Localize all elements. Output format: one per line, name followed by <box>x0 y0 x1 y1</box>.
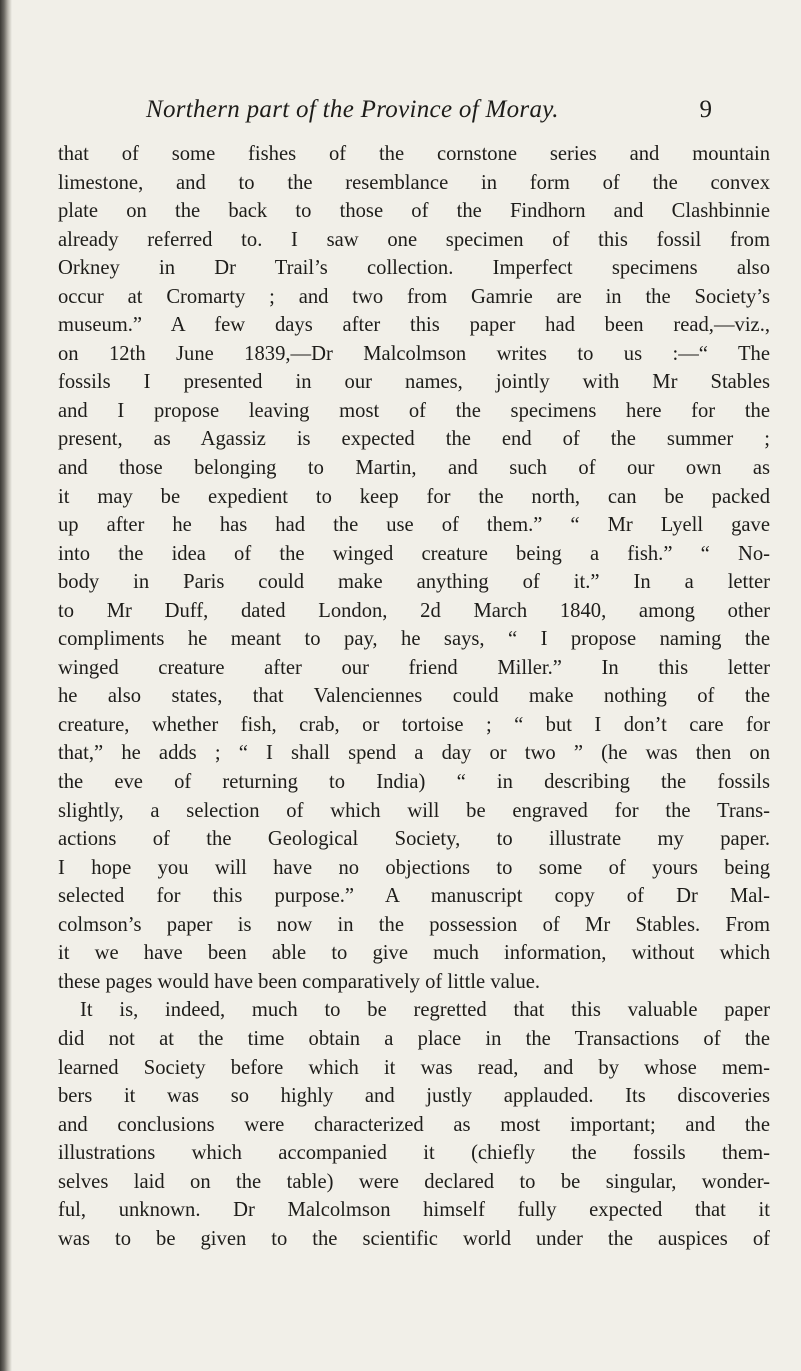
text-line: I hope you will have no objections to some of yours being <box>58 856 770 879</box>
page-header <box>58 96 770 130</box>
text-line: ful, unknown. Dr Malcolmson himself fully expected that it <box>58 1199 770 1222</box>
text-line: that of some fishes of the cornstone series and mountain <box>58 143 770 165</box>
book-page <box>58 96 770 1253</box>
text-line: Orkney in Dr Trail’s collection. Imperfect specimens also <box>58 257 770 280</box>
text-line: and those belonging to Martin, and such of our own as <box>58 457 770 480</box>
text-line: it may be expedient to keep for the north, can be packed <box>58 485 770 508</box>
text-line: these pages would have been comparatively of little value. <box>58 970 541 993</box>
text-line: bers it was so highly and justly applauded. Its discoveries <box>58 1085 770 1108</box>
text-line: illustrations which accompanied it (chiefly the fossils them- <box>58 1142 770 1165</box>
text-line: winged creature after our friend Miller.” In this letter <box>58 656 770 679</box>
text-line: that,” he adds ; “ I shall spend a day or two ” (he was then on <box>58 742 770 765</box>
text-line: it we have been able to give much information, without which <box>58 942 770 965</box>
text-line: already referred to. I saw one specimen of this fossil from <box>58 228 770 251</box>
text-line: and conclusions were characterized as most important; and the <box>58 1113 770 1136</box>
text-line: museum.” A few days after this paper had been read,—viz., <box>58 314 770 337</box>
text-line: selves laid on the table) were declared to be singular, wonder- <box>58 1170 770 1193</box>
text-line: present, as Agassiz is expected the end of the summer ; <box>58 428 770 451</box>
text-line: slightly, a selection of which will be engraved for the Trans- <box>58 799 770 822</box>
text-line: body in Paris could make anything of it.” In a letter <box>58 571 770 594</box>
text-line: to Mr Duff, dated London, 2d March 1840, among other <box>58 599 770 622</box>
text-line: fossils I presented in our names, jointly with Mr Stables <box>58 371 770 394</box>
text-line: up after he has had the use of them.” “ Mr Lyell gave <box>58 514 770 537</box>
text-line: and I propose leaving most of the specimens here for the <box>58 399 770 422</box>
text-line: the eve of returning to India) “ in describing the fossils <box>58 771 770 794</box>
text-line: on 12th June 1839,—Dr Malcolmson writes to us :—“ The <box>58 342 770 365</box>
text-line: he also states, that Valenciennes could make nothing of the <box>58 685 770 708</box>
book-binding-edge <box>0 0 12 1371</box>
text-line: selected for this purpose.” A manuscript copy of Dr Mal- <box>58 885 770 908</box>
body-text <box>58 140 770 1253</box>
text-line: actions of the Geological Society, to illustrate my paper. <box>58 828 770 851</box>
page-number: 9 <box>699 96 712 123</box>
text-line: occur at Cromarty ; and two from Gamrie are in the Society’s <box>58 285 770 308</box>
text-line: It is, indeed, much to be regretted that this valuable paper <box>80 999 770 1022</box>
text-line: plate on the back to those of the Findhorn and Clashbinnie <box>58 200 770 223</box>
text-line: limestone, and to the resemblance in form of the convex <box>58 171 770 194</box>
text-line: colmson’s paper is now in the possession of Mr Stables. From <box>58 913 770 936</box>
text-line: did not at the time obtain a place in the Transactions of the <box>58 1027 770 1050</box>
text-line: was to be given to the scientific world under the auspices of <box>58 1227 770 1250</box>
text-line: learned Society before which it was read, and by whose mem- <box>58 1056 770 1079</box>
text-line: into the idea of the winged creature being a fish.” “ No- <box>58 542 770 565</box>
text-line: compliments he meant to pay, he says, “ I propose naming the <box>58 628 770 651</box>
text-line: creature, whether fish, crab, or tortoise ; “ but I don’t care for <box>58 713 770 736</box>
running-title: Northern part of the Province of Moray. <box>146 96 559 123</box>
